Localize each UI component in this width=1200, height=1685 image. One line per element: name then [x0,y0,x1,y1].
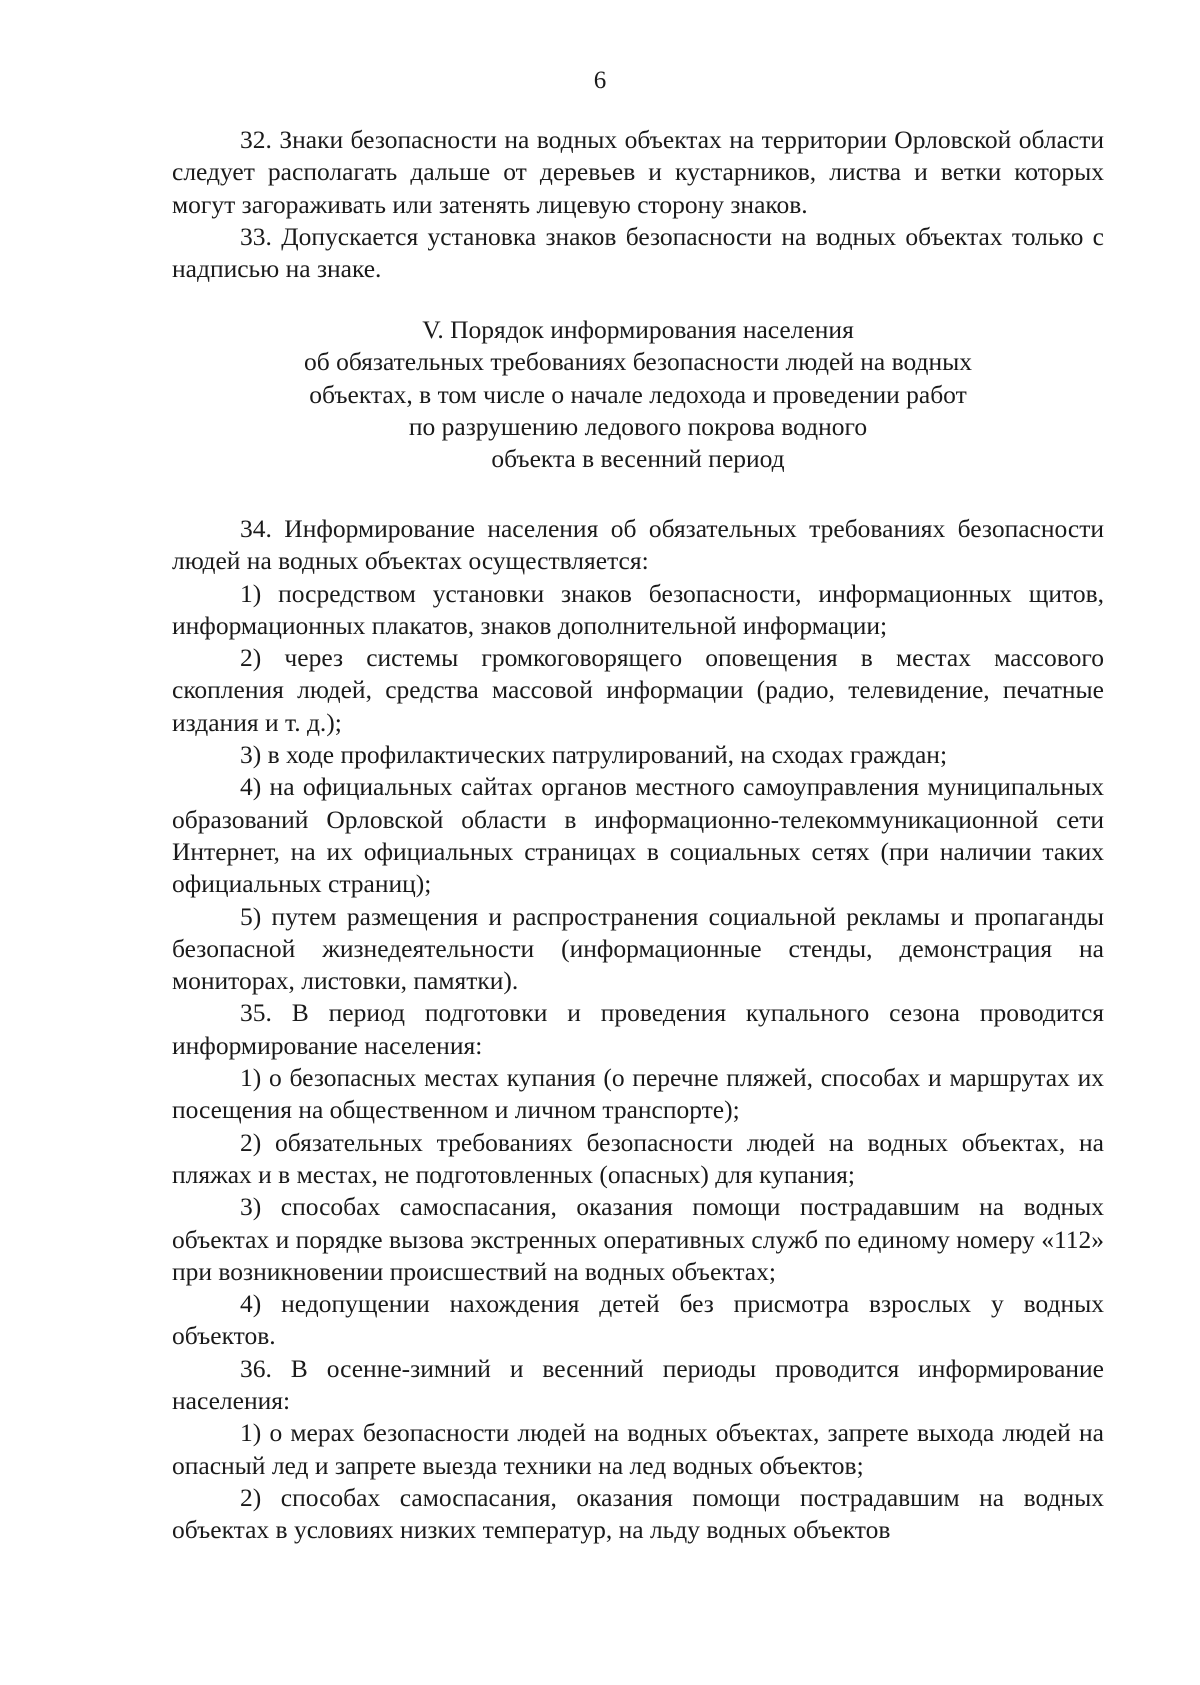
list-item: 4) на официальных сайтах органов местного самоуправления муниципальных образований Орловской области в информационно-телекоммуникационной сети Интернет, на их официальных страницах в социальных сетях (при наличии таких официальных страниц); [172,772,1104,899]
list-item: 1) о безопасных местах купания (о перечне пляжей, способах и маршрутах их посещения на общественном и личном транспорте); [172,1063,1104,1125]
section-heading-line: об обязательных требованиях безопасности людей на водных [303,347,973,377]
paragraphs-before-section [172,124,1104,285]
list-item: 2) через системы громкоговорящего оповещения в местах массового скопления людей, средства массовой информации (радио, телевидение, печатные издания и т. д.); [172,643,1104,737]
paragraph-33: 33. Допускается установка знаков безопасности на водных объектах только с надписью на знаке. [172,221,1104,284]
list-item: 2) обязательных требованиях безопасности людей на водных объектах, на пляжах и в местах, не подготовленных (опасных) для купания; [172,1127,1104,1189]
list-item: 2) способах самоспасания, оказания помощи пострадавшим на водных объектах в условиях низких температур, на льду водных объектов [172,1482,1104,1545]
list-item: 3) способах самоспасания, оказания помощи пострадавшим на водных объектах и порядке вызова экстренных оперативных служб по единому номеру «112» при возникновении происшествий на водных объектах; [172,1192,1104,1286]
section-heading-line: объектах, в том числе о начале ледохода и проведении работ [309,379,967,409]
paragraph-32: 32. Знаки безопасности на водных объектах на территории Орловской области следует располагать дальше от деревьев и кустарников, листва и ветки которых могут загораживать или затенять лицевую сторону знаков. [172,125,1104,219]
paragraph-36: 36. В осенне-зимний и весенний периоды проводится информирование населения: [172,1353,1104,1416]
paragraphs-section-body [172,513,1104,1547]
list-item: 1) о мерах безопасности людей на водных объектах, запрете выхода людей на опасный лед и запрете выезда техники на лед водных объектов; [172,1418,1104,1480]
list-item: 1) посредством установки знаков безопасности, информационных щитов, информационных плакатов, знаков дополнительной информации; [172,578,1104,640]
page-number: 6 [593,67,607,94]
list-item: 5) путем размещения и распространения социальной рекламы и пропаганды безопасной жизнедеятельности (информационные стенды, демонстрация на мониторах, листовки, памятки). [172,901,1104,996]
paragraph-35: 35. В период подготовки и проведения купального сезона проводится информирование населения: [172,998,1104,1060]
section-heading [172,314,1104,475]
paragraph-34: 34. Информирование населения об обязательных требованиях безопасности людей на водных объектах осуществляется: [172,514,1104,576]
section-heading-line: по разрушению ледового покрова водного [408,411,868,441]
section-heading-line: объекта в весенний период [491,444,785,474]
section-heading-line: V. Порядок информирования населения [422,315,854,344]
list-item: 4) недопущении нахождения детей без присмотра взрослых у водных объектов. [172,1289,1104,1351]
list-item: 3) в ходе профилактических патрулирований, на сходах граждан; [240,740,948,770]
